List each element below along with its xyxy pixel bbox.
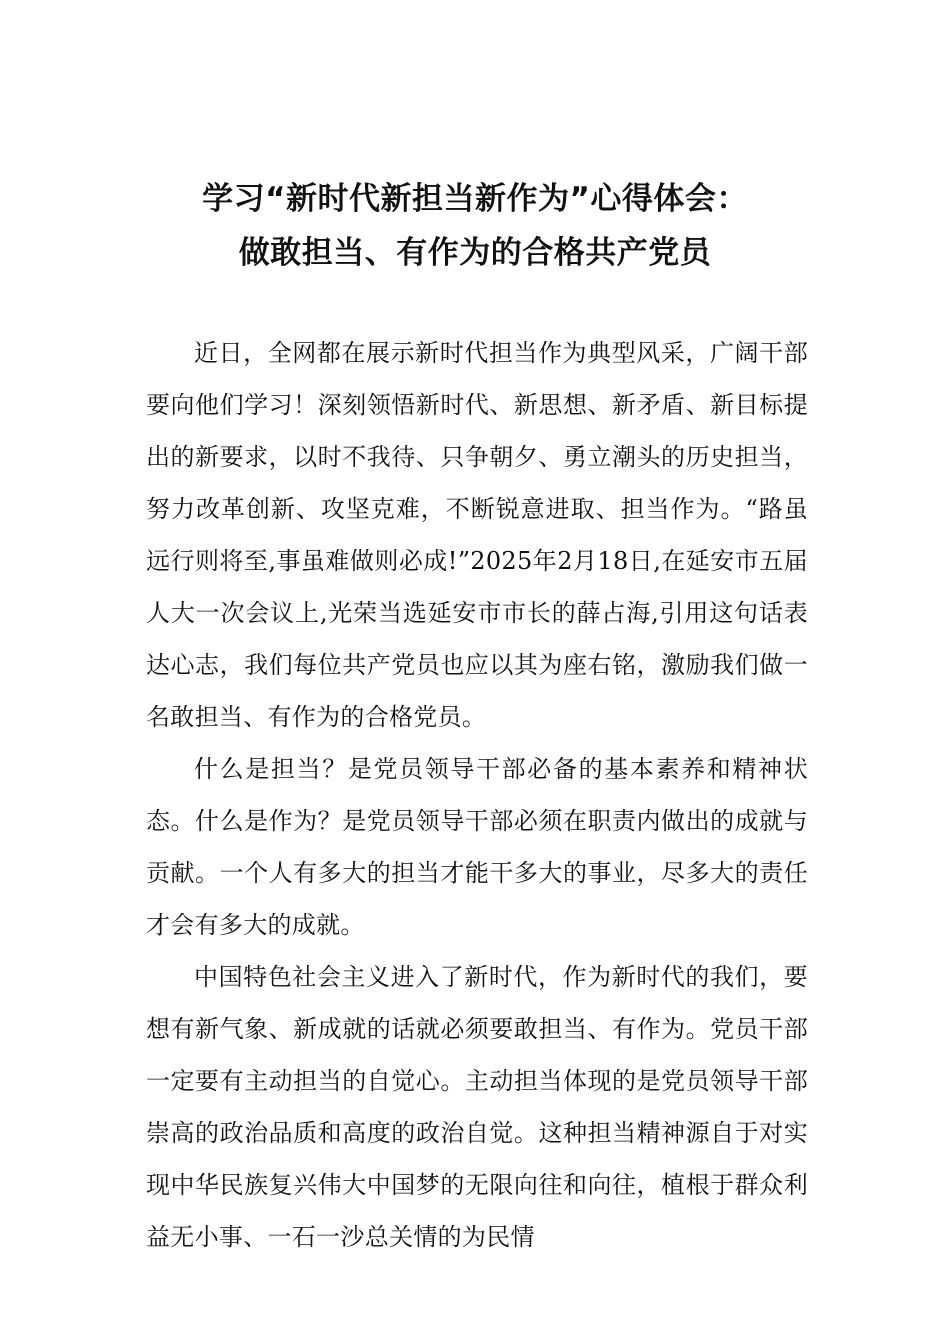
document-body (146, 327, 808, 1263)
paragraph-2: 什么是担当？是党员领导干部必备的基本素养和精神状态。什么是作为？是党员领导干部必须在职责内做出的成就与贡献。一个人有多大的担当才能干多大的事业，尽多大的责任才会有多大的成就。 (146, 755, 808, 939)
document-title (120, 172, 830, 280)
paragraph-3: 中国特色社会主义进入了新时代，作为新时代的我们，要想有新气象、新成就的话就必须要敢担当、有作为。党员干部一定要有主动担当的自觉心。主动担当体现的是党员领导干部崇高的政治品质和高度的政治自觉。这种担当精神源自于对实现中华民族复兴伟大中国梦的无限向往和向往，植根于群众利益无小事、一石一沙总关情的为民情 (146, 963, 808, 1251)
title-line-2: 做敢担当、有作为的合格共产党员 (238, 235, 712, 271)
title-line-1: 学习“新时代新担当新作为”心得体会： (202, 181, 748, 217)
paragraph-1: 近日，全网都在展示新时代担当作为典型风采，广阔干部要向他们学习！深刻领悟新时代、新思想、新矛盾、新目标提出的新要求，以时不我待、只争朝夕、勇立潮头的历史担当，努力改革创新、攻坚克难，不断锐意进取、担当作为。“路虽远行则将至,事虽难做则必成!”2025年2月18日,在延安市五届人大一次会议上,光荣当选延安市市长的薛占海,引用这句话表达心志，我们每位共产党员也应以其为座右铭，激励我们做一名敢担当、有作为的合格党员。 (146, 339, 808, 731)
